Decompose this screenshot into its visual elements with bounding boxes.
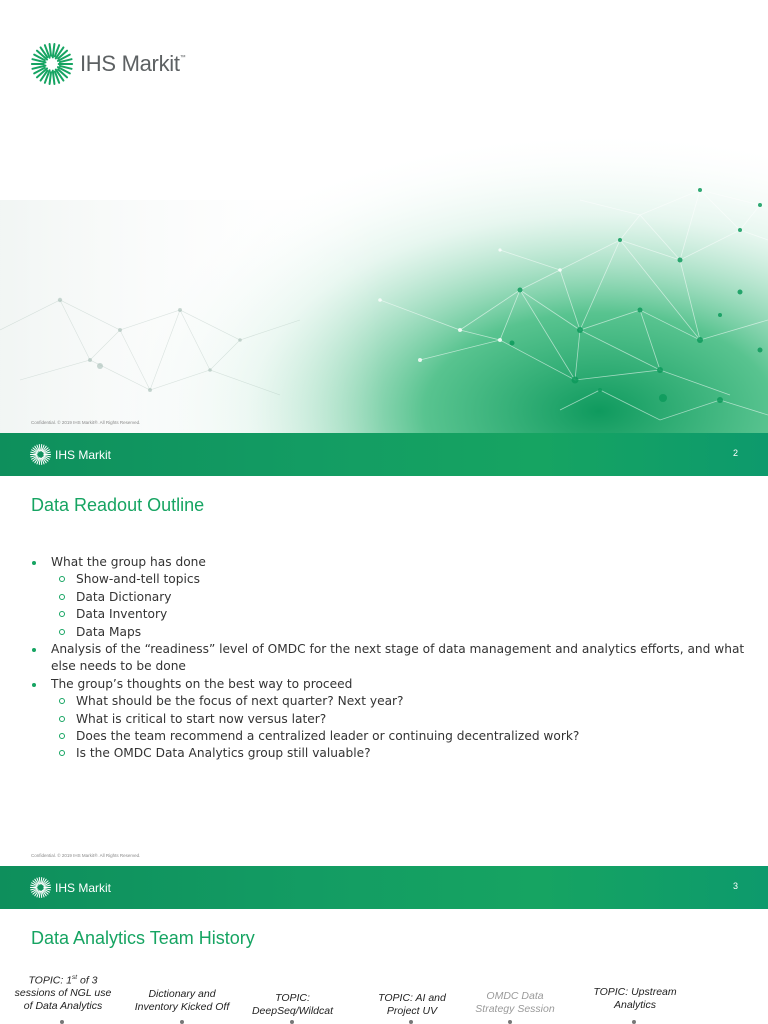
starburst-ray xyxy=(39,459,40,465)
timeline-marker xyxy=(290,1020,294,1024)
header-logo-wordmark: IHS Markit xyxy=(55,880,112,895)
starburst-ray xyxy=(41,458,42,465)
outline-sub-bullet: Does the team recommend a centralized leader or continuing decentralized work? xyxy=(30,728,750,745)
timeline-item: OMDC Data Strategy Session xyxy=(475,990,555,1015)
starburst-ray xyxy=(41,891,42,898)
starburst-ray xyxy=(39,878,40,884)
outline-bullet: Analysis of the “readiness” level of OMDC for the next stage of data management and analytics efforts, and what else needs to be done xyxy=(30,641,750,676)
team-history-slide xyxy=(0,866,768,1024)
ihs-markit-logo xyxy=(29,41,185,87)
outline-bullet: What the group has done xyxy=(30,554,750,571)
page-number: 2 xyxy=(732,448,738,458)
ihs-markit-starburst-icon xyxy=(29,443,52,466)
outline-list xyxy=(30,554,750,763)
outline-slide xyxy=(0,433,768,866)
ihs-markit-starburst-icon xyxy=(29,41,75,87)
outline-sub-bullet: What should be the focus of next quarter? Next year? xyxy=(30,693,750,710)
starburst-ray xyxy=(39,445,40,451)
timeline-item: TOPIC: Upstream Analytics xyxy=(593,986,677,1011)
outline-bullet: The group’s thoughts on the best way to proceed xyxy=(30,676,750,693)
starburst-ray xyxy=(41,445,42,452)
outline-sub-bullet: What is critical to start now versus later? xyxy=(30,711,750,728)
ihs-markit-starburst-icon xyxy=(29,876,52,899)
timeline-marker xyxy=(508,1020,512,1024)
header-logo xyxy=(29,876,111,899)
outline-sub-bullet: Is the OMDC Data Analytics group still valuable? xyxy=(30,745,750,762)
starburst-ray xyxy=(53,71,55,84)
header-bar xyxy=(0,866,768,909)
header-logo-wordmark: IHS Markit xyxy=(55,447,112,462)
starburst-ray xyxy=(50,44,51,56)
starburst-ray xyxy=(50,72,51,84)
slide-title: Data Analytics Team History xyxy=(31,928,255,948)
slide-title: Data Readout Outline xyxy=(31,495,205,515)
page-number: 3 xyxy=(732,881,738,891)
confidential-notice: Confidential. © 2019 IHS Markit®. All Rights Reserved. xyxy=(31,420,141,425)
header-logo xyxy=(29,443,111,466)
timeline-marker xyxy=(180,1020,184,1024)
header-bar xyxy=(0,433,768,476)
outline-sub-bullet: Data Dictionary xyxy=(30,589,750,606)
outline-sub-bullet: Data Inventory xyxy=(30,606,750,623)
timeline-item: TOPIC: 1st of 3 sessions of NGL use of Data Analytics xyxy=(14,974,112,1012)
starburst-ray xyxy=(39,892,40,898)
timeline-item: TOPIC: AI and Project UV xyxy=(378,992,446,1017)
timeline-marker xyxy=(60,1020,64,1024)
confidential-notice: Confidential. © 2019 IHS Markit®. All Rights Reserved. xyxy=(31,853,141,858)
starburst-ray xyxy=(41,878,42,885)
timeline-marker xyxy=(632,1020,636,1024)
timeline-marker xyxy=(409,1020,413,1024)
timeline-item: Dictionary and Inventory Kicked Off xyxy=(134,988,230,1013)
outline-sub-bullet: Data Maps xyxy=(30,624,750,641)
timeline-item: TOPIC: DeepSeq/Wildcat xyxy=(251,992,334,1017)
outline-sub-bullet: Show-and-tell topics xyxy=(30,571,750,588)
starburst-ray xyxy=(53,44,55,57)
logo-wordmark: IHS Markit™ xyxy=(80,51,186,76)
title-slide xyxy=(0,0,768,433)
